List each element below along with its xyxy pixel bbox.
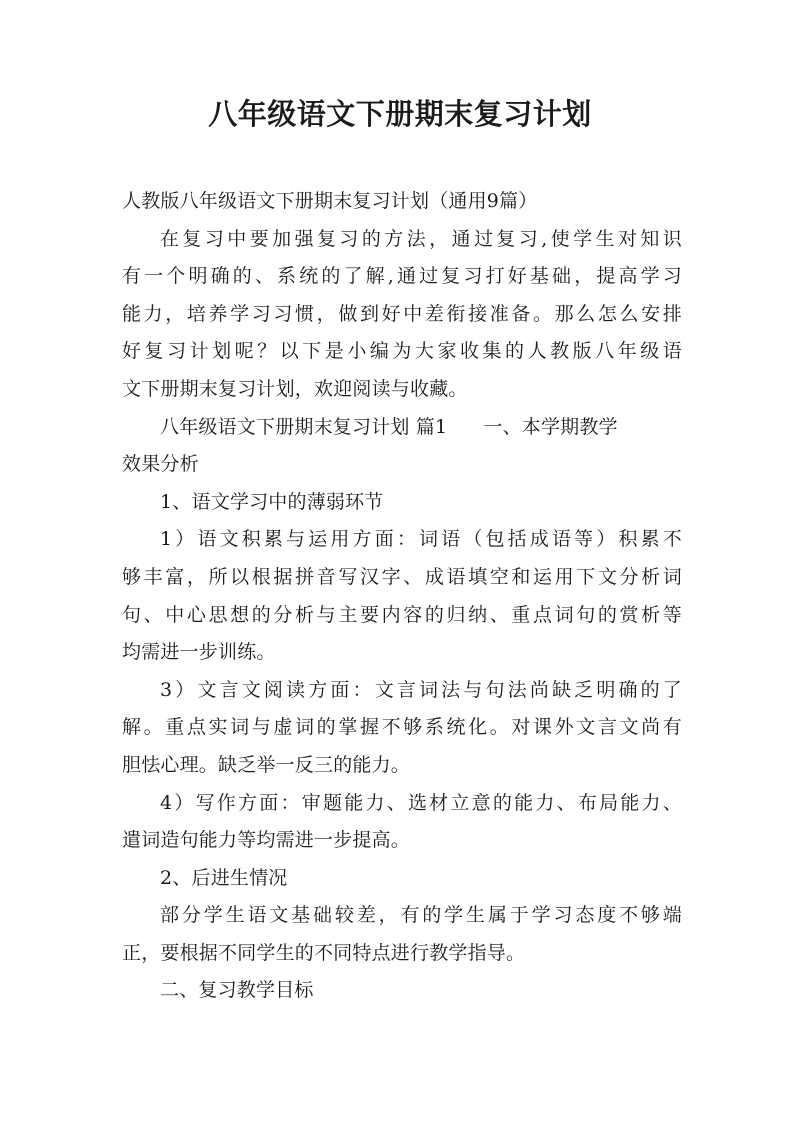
document-body (122, 183, 682, 1010)
item1-3-paragraph (122, 672, 682, 785)
item1-1-paragraph (122, 521, 682, 671)
intro-line-3: 能力，培养学习习惯，做到好中差衔接准备。那么怎么安排 (122, 302, 682, 325)
section1-line-1 (122, 409, 682, 447)
item2-heading: 2、后进生情况 (160, 866, 288, 889)
document-title: 八年级语文下册期末复习计划 (208, 97, 592, 131)
item1-4-line-1: 4）写作方面：审题能力、选材立意的能力、布局能力、 (160, 791, 682, 814)
item1-4-line-2: 遣词造句能力等均需进一步提高。 (122, 829, 411, 852)
item1-heading: 1、语文学习中的薄弱环节 (160, 490, 384, 513)
intro-line-4: 好复习计划呢？以下是小编为大家收集的人教版八年级语 (122, 340, 682, 363)
item2-line-1: 部分学生语文基础较差，有的学生属于学习态度不够端 (160, 904, 682, 927)
item1-3-line-2: 解。重点实词与虚词的掌握不够系统化。对课外文言文尚有 (122, 716, 682, 739)
section2-heading: 二、复习教学目标 (160, 979, 314, 1002)
intro-line-1: 在复习中要加强复习的方法，通过复习,使学生对知识 (160, 227, 682, 250)
item1-1-line-2: 够丰富，所以根据拼音写汉字、成语填空和运用下文分析词 (122, 565, 682, 588)
item1-3-line-3: 胆怯心理。缺乏举一反三的能力。 (122, 753, 411, 776)
item1-1-line-3: 句、中心思想的分析与主要内容的归纳、重点词句的赏析等 (122, 603, 682, 626)
item1-4-paragraph (122, 785, 682, 860)
item2-paragraph (122, 897, 682, 972)
item1-1-line-1: 1）语文积累与运用方面：词语（包括成语等）积累不 (160, 528, 682, 551)
section1-heading: 八年级语文下册期末复习计划 篇1 (160, 415, 448, 438)
item1-3-line-1: 3）文言文阅读方面：文言词法与句法尚缺乏明确的了 (160, 678, 682, 701)
section1-sub-heading-a: 一、本学期教学 (483, 415, 618, 438)
section1-sub-heading-b: 效果分析 (122, 453, 199, 476)
section1-paragraph (122, 409, 682, 484)
document-subtitle: 人教版八年级语文下册期末复习计划（通用9篇） (122, 190, 538, 212)
item2-line-2: 正，要根据不同学生的不同特点进行教学指导。 (122, 941, 526, 964)
intro-paragraph (122, 221, 682, 409)
intro-line-5: 文下册期末复习计划，欢迎阅读与收藏。 (122, 377, 468, 400)
intro-line-2: 有一个明确的、系统的了解,通过复习打好基础，提高学习 (122, 265, 682, 288)
item1-1-line-4: 均需进一步训练。 (122, 641, 276, 664)
